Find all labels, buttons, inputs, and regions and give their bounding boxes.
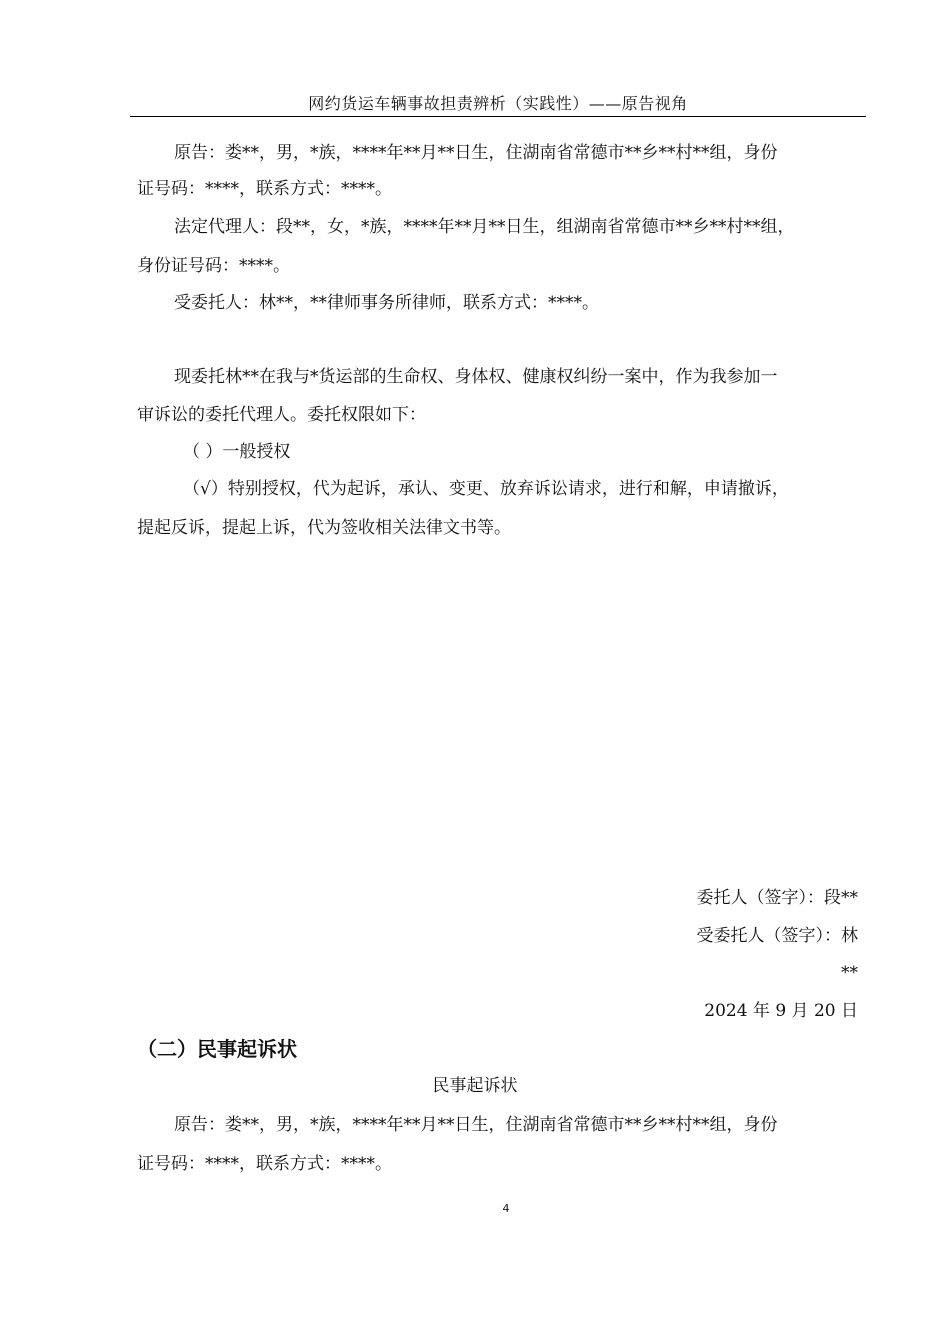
poa-entrust-line-1: 现委托林**在我与*货运部的生命权、身体权、健康权纠纷一案中，作为我参加一 bbox=[174, 367, 778, 387]
poa-option-special-line-2: 提起反诉，提起上诉，代为签收相关法律文书等。 bbox=[137, 518, 511, 538]
poa-option-general: （ ）一般授权 bbox=[183, 442, 291, 462]
poa-legal-rep-line-2: 身份证号码：****。 bbox=[137, 256, 290, 276]
signature-agent-line-2: ** bbox=[841, 963, 858, 983]
page-header: 网约货运车辆事故担责辨析（实践性）——原告视角 bbox=[130, 92, 866, 117]
page-number: 4 bbox=[502, 1202, 510, 1215]
complaint-title: 民事起诉状 bbox=[432, 1076, 518, 1096]
poa-entrust-line-2: 审诉讼的委托代理人。委托权限如下： bbox=[137, 405, 426, 425]
complaint-plaintiff-line-2: 证号码：****，联系方式：****。 bbox=[137, 1154, 392, 1174]
section-heading-complaint: （二）民事起诉状 bbox=[137, 1037, 297, 1061]
poa-agent-line: 受委托人：林**，**律师事务所律师，联系方式：****。 bbox=[174, 293, 599, 313]
poa-date: 2024 年 9 月 20 日 bbox=[704, 1001, 858, 1021]
poa-plaintiff-line-2: 证号码：****，联系方式：****。 bbox=[137, 179, 392, 199]
poa-plaintiff-line-1: 原告：娄**，男，*族，****年**月**日生，住湖南省常德市**乡**村**组，身份 bbox=[174, 143, 778, 163]
signature-principal: 委托人（签字）：段** bbox=[696, 888, 858, 908]
poa-option-special-line-1: （√）特别授权，代为起诉，承认、变更、放弃诉讼请求，进行和解，申请撤诉， bbox=[183, 479, 789, 499]
signature-agent-line-1: 受委托人（签字）：林 bbox=[696, 926, 858, 946]
poa-legal-rep-line-1: 法定代理人：段**，女，*族，****年**月**日生，组湖南省常德市**乡**村**组， bbox=[174, 217, 795, 237]
complaint-plaintiff-line-1: 原告：娄**，男，*族，****年**月**日生，住湖南省常德市**乡**村**组，身份 bbox=[174, 1115, 778, 1135]
